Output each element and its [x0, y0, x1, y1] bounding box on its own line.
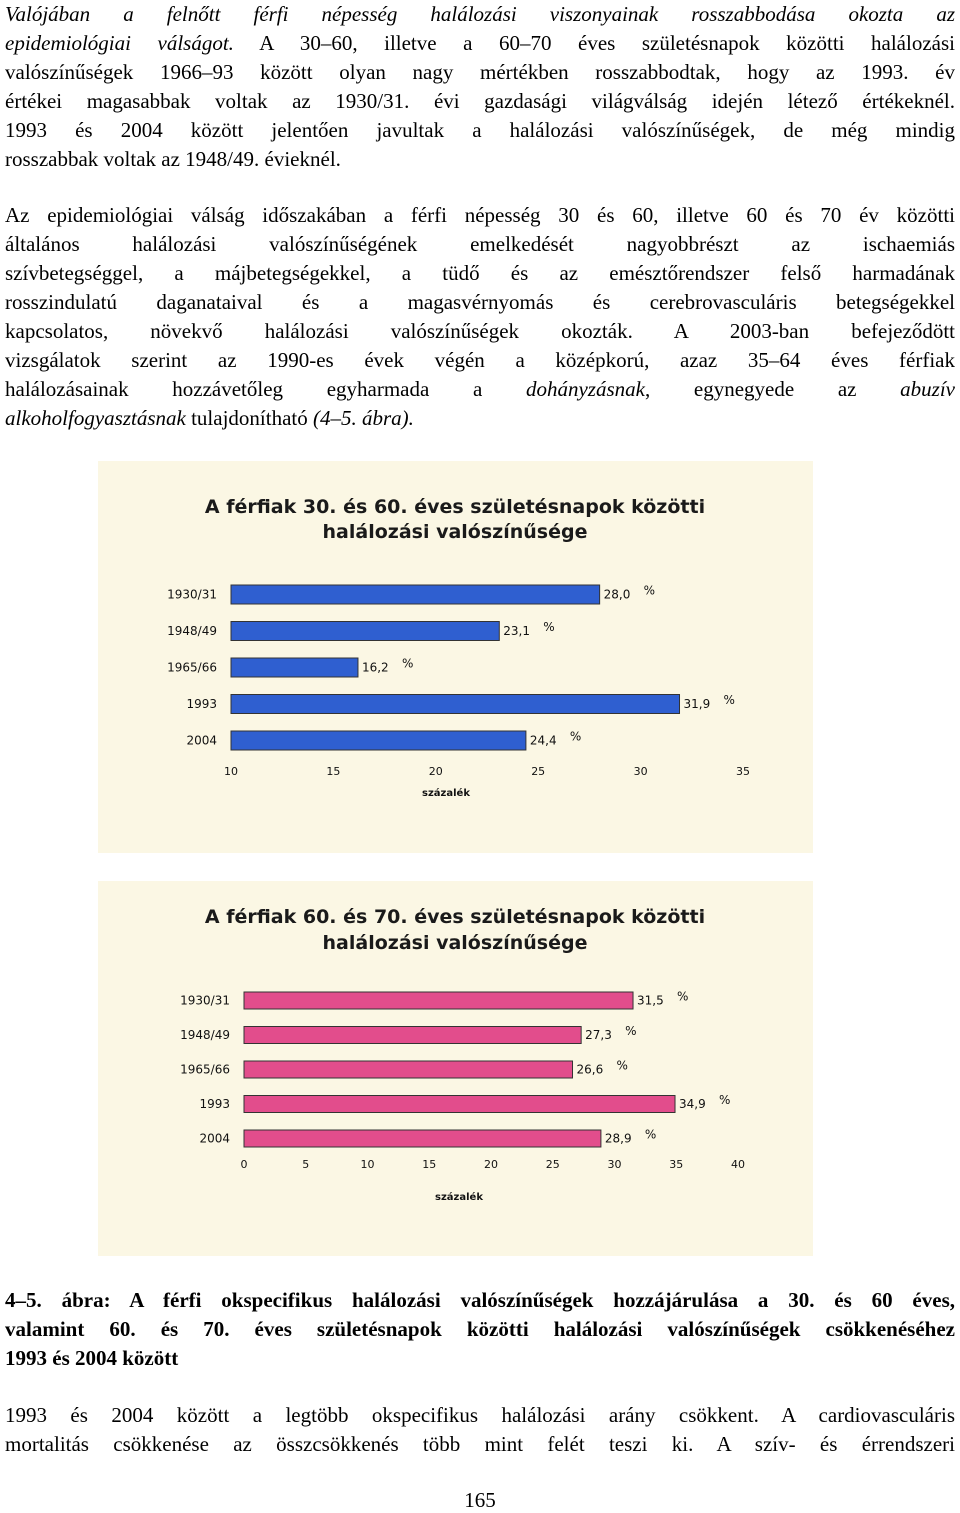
chart-30-60 — [98, 461, 813, 853]
x-tick-label: 30 — [633, 765, 648, 778]
chart-title: halálozási valószínűsége — [322, 521, 588, 543]
x-tick-label: 15 — [326, 765, 341, 778]
bar — [244, 1130, 601, 1147]
category-label: 1965/66 — [167, 660, 217, 675]
percent-sign: % — [401, 656, 414, 671]
text-run: tulajdonítható — [185, 406, 313, 430]
caption-line: 4–5. ábra: A férfi okspecifikus halálozási valószínűségek hozzájárulása a 30. és 60 éves, — [5, 1288, 955, 1312]
x-tick-label: 25 — [531, 765, 546, 778]
closing-paragraph — [5, 1401, 955, 1459]
text-run: A 30–60, illetve a 60–70 éves születésnapok közötti halálozási — [233, 31, 955, 55]
category-label: 2004 — [199, 1131, 230, 1146]
bar — [244, 1061, 573, 1078]
x-tick-label: 20 — [428, 765, 443, 778]
text-line: valószínűségek 1966–93 között olyan nagy mértékben rosszabbodtak, hogy az 1993. év — [5, 60, 955, 84]
text-line: rosszindulatú daganataival és a magasvérnyomás és cerebrovasculáris betegségekkel — [5, 290, 955, 314]
caption-line: valamint 60. és 70. éves születésnapok közötti halálozási valószínűségek csökkenéséhez — [5, 1317, 955, 1341]
data-label: 34,9 — [679, 1097, 706, 1111]
x-tick-label: 10 — [360, 1158, 375, 1171]
x-tick-label: 10 — [224, 765, 238, 778]
epidemiology-paragraph — [5, 201, 955, 433]
percent-sign: % — [723, 693, 735, 707]
bar — [231, 695, 680, 714]
data-label: 16,2 — [361, 660, 389, 675]
text-line — [5, 404, 955, 433]
bar — [231, 658, 358, 677]
italic-phrase: dohányzásnak — [525, 377, 645, 401]
text-line — [5, 375, 955, 404]
category-label: 1965/66 — [180, 1062, 230, 1077]
percent-sign: % — [616, 1058, 628, 1073]
data-label: 24,4 — [529, 733, 557, 748]
text-line: értékei magasabbak voltak az 1930/31. évi gazdasági világválság idején létező értékeknél. — [5, 89, 955, 113]
text-line: 1993 és 2004 között jelentően javultak a halálozási valószínűségek, de még mindig — [5, 118, 955, 142]
x-tick-label: 30 — [607, 1158, 622, 1171]
x-tick-label: 25 — [545, 1158, 560, 1171]
text-line: 1993 és 2004 között a legtöbb okspecifikus halálozási arány csökkent. A cardiovasculáris — [5, 1403, 955, 1427]
italic-phrase: abuzív — [900, 377, 955, 401]
text-line — [5, 29, 955, 58]
category-label: 1930/31 — [167, 587, 217, 602]
category-label: 2004 — [186, 733, 217, 748]
italic-phrase: alkoholfogyasztásnak — [5, 406, 186, 430]
italic-phrase: epidemiológiai válságot. — [5, 31, 234, 55]
data-label: 27,3 — [585, 1028, 612, 1042]
chart-title: halálozási valószínűsége — [322, 932, 588, 954]
text-run: halálozásainak hozzávetőleg egyharmada a — [5, 377, 526, 401]
percent-sign: % — [719, 1093, 731, 1107]
x-tick-label: 35 — [736, 765, 750, 778]
text-line: szívbetegséggel, a májbetegségekkel, a tüdő és az emésztőrendszer felső harmadának — [5, 261, 955, 285]
category-label: 1993 — [199, 1097, 230, 1111]
page-number: 165 — [464, 1488, 496, 1512]
x-tick-label: 5 — [302, 1158, 310, 1171]
bar — [244, 1096, 675, 1113]
percent-sign: % — [569, 729, 582, 744]
chart-title: A férfiak 60. és 70. éves születésnapok közötti — [204, 906, 706, 928]
text-line: Valójában a felnőtt férfi népesség halálozási viszonyainak rosszabbodása okozta az — [5, 2, 955, 26]
chart-60-70 — [98, 881, 813, 1256]
intro-paragraph — [5, 0, 955, 174]
percent-sign: % — [677, 989, 689, 1004]
text-line: mortalitás csökkenése az összcsökkenés több mint felét teszi ki. A szív- és érrendszeri — [5, 1432, 955, 1456]
percent-sign: % — [643, 583, 656, 598]
bar — [244, 992, 633, 1009]
data-label: 28,9 — [604, 1131, 632, 1146]
category-label: 1930/31 — [180, 993, 230, 1008]
text-line: általános halálozási valószínűségének emelkedését nagyobbrészt az ischaemiás — [5, 232, 955, 256]
chart-60-70-svg — [98, 881, 813, 1256]
x-tick-label: 0 — [240, 1158, 248, 1171]
bar — [231, 585, 600, 604]
x-tick-label: 35 — [669, 1158, 684, 1171]
data-label: 28,0 — [603, 587, 631, 602]
category-label: 1993 — [186, 697, 217, 711]
x-tick-label: 40 — [731, 1158, 745, 1171]
x-axis-label: százalék — [422, 788, 470, 799]
data-label: 31,5 — [637, 993, 664, 1008]
x-axis-label: százalék — [435, 1192, 483, 1203]
category-label: 1948/49 — [180, 1028, 230, 1042]
text-line: Az epidemiológiai válság időszakában a férfi népesség 30 és 60, illetve 60 és 70 év közötti — [5, 203, 955, 227]
text-line: rosszabbak voltak az 1948/49. évieknél. — [5, 147, 341, 171]
text-line: vizsgálatok szerint az 1990-es évek végén a középkorú, azaz 35–64 éves férfiak — [5, 348, 955, 372]
figure-caption — [5, 1286, 955, 1373]
data-label: 23,1 — [503, 624, 531, 638]
data-label: 31,9 — [683, 697, 711, 711]
text-run: , egynegyede az — [644, 377, 901, 401]
percent-sign: % — [543, 620, 555, 634]
data-label: 26,6 — [576, 1062, 604, 1077]
bar — [231, 622, 499, 641]
chart-30-60-svg — [98, 461, 813, 853]
chart-title: A férfiak 30. és 60. éves születésnapok közötti — [204, 496, 706, 518]
percent-sign: % — [644, 1127, 657, 1142]
category-label: 1948/49 — [167, 624, 217, 638]
x-tick-label: 15 — [422, 1158, 437, 1171]
bar — [231, 731, 526, 750]
text-line: kapcsolatos, növekvő halálozási valószínűségek okozták. A 2003-ban befejeződött — [5, 319, 955, 343]
italic-phrase: (4–5. ábra). — [312, 406, 414, 430]
caption-line: 1993 és 2004 között — [5, 1346, 179, 1370]
percent-sign: % — [625, 1024, 637, 1038]
bar — [244, 1027, 581, 1044]
x-tick-label: 20 — [484, 1158, 498, 1171]
